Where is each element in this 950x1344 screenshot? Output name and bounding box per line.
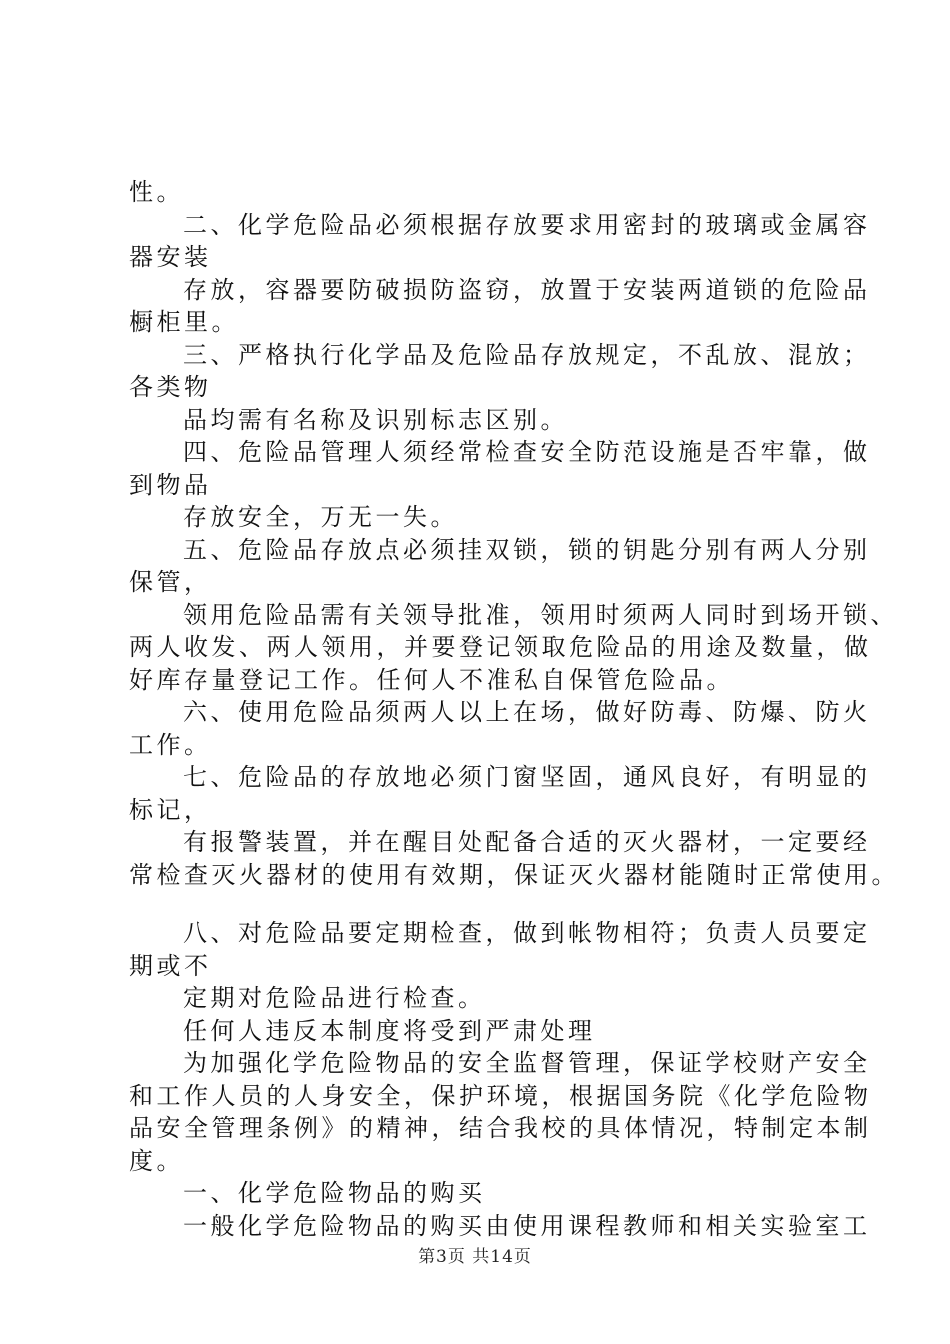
text-line: 和工作人员的人身安全，保护环境，根据国务院《化学危险物: [129, 1081, 872, 1110]
text-line: 为加强化学危险物品的安全监督管理，保证学校财产安全: [183, 1049, 871, 1077]
text-line: 到物品: [129, 470, 212, 499]
text-line: 四、危险品管理人须经常检查安全防范设施是否牢靠，做: [183, 438, 871, 466]
text-line: 标记，: [129, 795, 212, 824]
text-line: 五、危险品存放点必须挂双锁，锁的钥匙分别有两人分别: [183, 535, 871, 564]
text-line: 常检查灭火器材的使用有效期，保证灭火器材能随时正常使用。: [129, 860, 899, 889]
text-line: 七、危险品的存放地必须门窗坚固，通风良好，有明显的: [183, 763, 871, 791]
text-line: 工作。: [129, 730, 212, 759]
text-line: 一般化学危险物品的购买由使用课程教师和相关实验室工: [183, 1211, 871, 1240]
paragraph-gap: [129, 891, 839, 917]
text-line: 三、严格执行化学品及危险品存放规定，不乱放、混放；: [183, 340, 871, 369]
text-line: 两人收发、两人领用，并要登记领取危险品的用途及数量，做: [129, 633, 872, 661]
text-line: 八、对危险品要定期检查，做到帐物相符；负责人员要定: [183, 919, 871, 947]
text-line: 领用危险品需有关领导批准，领用时须两人同时到场开锁、: [183, 600, 898, 629]
text-line: 器安装: [129, 243, 212, 271]
text-line: 好库存量登记工作。任何人不准私自保管危险品。: [129, 665, 734, 694]
text-line: 任何人违反本制度将受到严肃处理: [183, 1016, 596, 1045]
text-line: 二、化学危险品必须根据存放要求用密封的玻璃或金属容: [183, 210, 871, 239]
text-line: 品均需有名称及识别标志区别。: [183, 405, 568, 434]
text-line: 保管，: [129, 568, 212, 596]
text-line: 存放，容器要防破损防盗窃，放置于安装两道锁的危险品: [183, 275, 871, 304]
document-body: [129, 176, 899, 1242]
text-line: 橱柜里。: [129, 308, 239, 336]
text-line: 存放安全，万无一失。: [183, 503, 458, 531]
text-line: 六、使用危险品须两人以上在场，做好防毒、防爆、防火: [183, 698, 871, 726]
text-line: 定期对危险品进行检查。: [183, 984, 486, 1012]
text-line: 各类物: [129, 373, 212, 401]
page-footer: 第3页 共14页: [418, 1247, 532, 1267]
text-line: 有报警装置，并在醒目处配备合适的灭火器材，一定要经: [183, 828, 871, 856]
text-line: 期或不: [129, 951, 212, 980]
text-line: 度。: [129, 1146, 184, 1175]
text-line: 一、化学危险物品的购买: [183, 1179, 486, 1207]
text-line: 品安全管理条例》的精神，结合我校的具体情况，特制定本制: [129, 1114, 872, 1142]
text-line: 性。: [129, 178, 184, 206]
